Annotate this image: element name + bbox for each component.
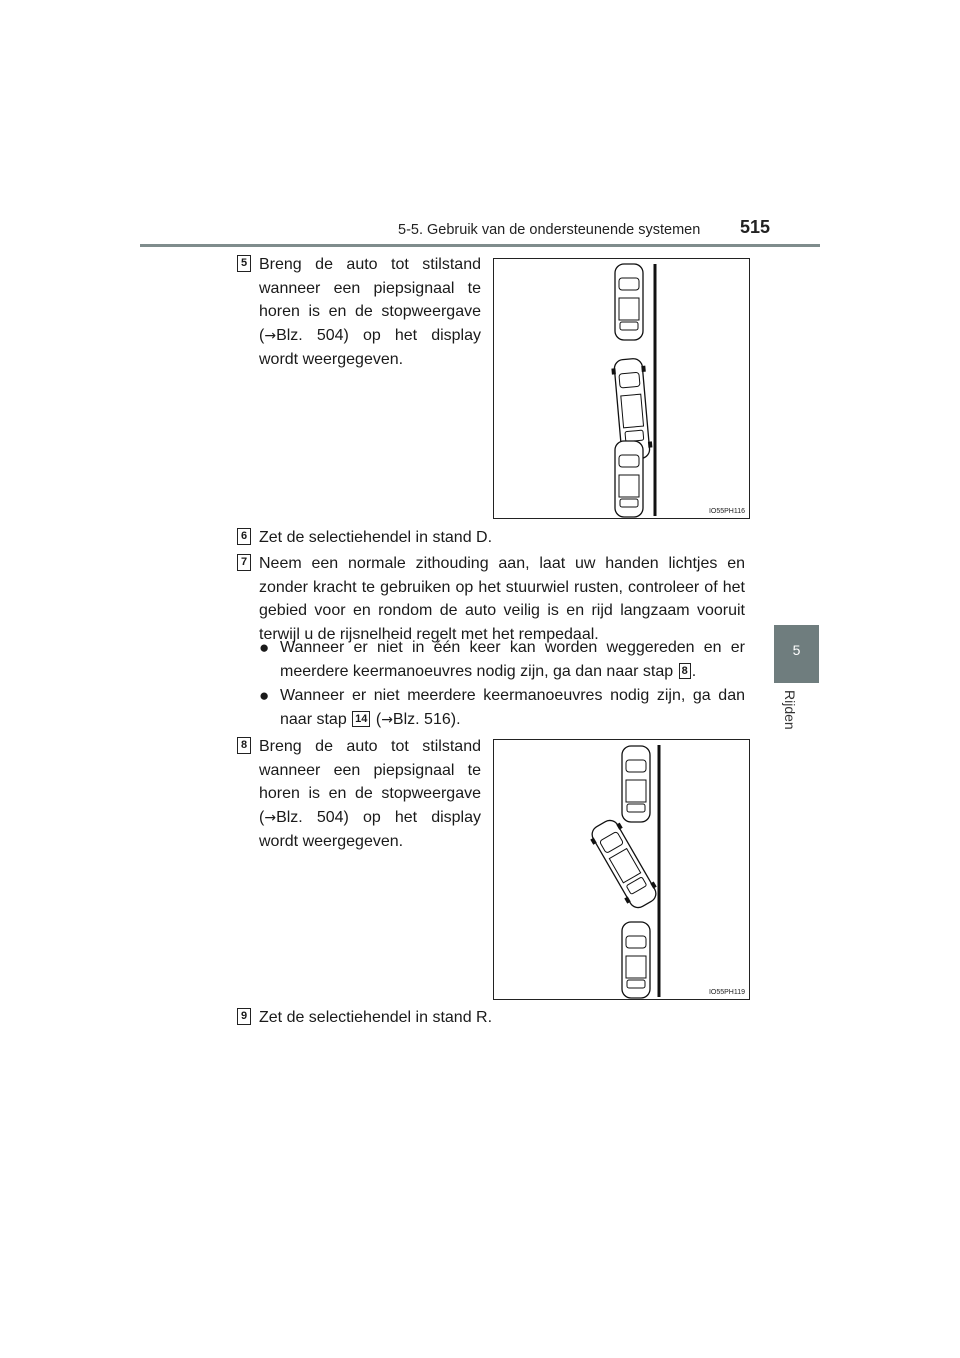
bullet-1-pre: Wanneer er niet in één keer kan worden weggereden en er meerdere keermanoeuvres nodig zijn, ga dan naar stap: [280, 639, 745, 680]
step-number-9: 9: [237, 1008, 251, 1025]
step-number-6: 6: [237, 528, 251, 545]
bullet-icon: ●: [259, 638, 270, 657]
bullet-2-post[interactable]: Blz. 516).: [392, 710, 461, 728]
step-5-text-post: Blz. 504) op het display wordt weergegeven.: [259, 326, 481, 368]
bullet-2-mid: (: [371, 710, 382, 728]
own-car-icon: [586, 816, 661, 913]
step-8-text: [259, 735, 481, 854]
step-number-8: 8: [237, 737, 251, 754]
step-number-7: 7: [237, 554, 251, 571]
bullet-1-text: [280, 636, 745, 683]
arrow-icon: →: [264, 809, 277, 826]
bullet-2-pre: Wanneer er niet meerdere keermanoeuvres nodig zijn, ga dan naar stap: [280, 687, 745, 728]
step-ref-8[interactable]: 8: [679, 663, 691, 679]
parking-diagram-2: [494, 740, 749, 999]
figure-code: IO55PH116: [708, 508, 745, 515]
parking-illustration-2: [493, 739, 750, 1000]
parking-illustration-1: [493, 258, 750, 519]
bullet-1-post: .: [691, 662, 697, 680]
arrow-icon: →: [264, 327, 277, 344]
step-6-text: Zet de selectiehendel in stand D.: [259, 529, 493, 546]
parked-car-rear-icon: [622, 922, 650, 998]
chapter-label-container: [784, 690, 808, 750]
chapter-tab: [774, 625, 819, 683]
header-rule: [140, 244, 820, 247]
page-number: 515: [740, 217, 771, 237]
step-number-5: 5: [237, 255, 251, 272]
parking-diagram-1: [494, 259, 749, 518]
step-9-text: Zet de selectiehendel in stand R.: [259, 1009, 493, 1026]
arrow-icon: →: [381, 711, 393, 728]
chapter-number: 5: [792, 642, 801, 658]
step-5-text-pre: Breng de auto tot stilstand wanneer een piepsignaal te horen is en de stopweergave (: [259, 256, 481, 344]
section-title: 5-5. Gebruik van de ondersteunende systemen: [398, 222, 701, 238]
parked-car-rear-icon: [615, 441, 643, 517]
figure-code: IO55PH119: [708, 989, 745, 996]
chapter-label: Rijden: [782, 690, 798, 730]
bullet-2-text: [280, 684, 745, 732]
bullet-item-1: [259, 636, 745, 683]
step-8-text-post: Blz. 504) op het display wordt weergegeven.: [259, 808, 481, 850]
bullet-item-2: [259, 684, 745, 732]
bullet-icon: ●: [259, 686, 270, 705]
parked-car-front-icon: [615, 264, 643, 340]
step-7-text: Neem een normale zithouding aan, laat uw handen lichtjes en zonder kracht te gebruiken op het stuurwiel rusten, controleer of het gebied voor en rondom de auto veilig is en rijd langzaam vooruit terwijl u de rijsnelheid regelt met het rempedaal.: [259, 555, 745, 643]
parked-car-front-icon: [622, 746, 650, 822]
step-8-text-pre: Breng de auto tot stilstand wanneer een piepsignaal te horen is en de stopweergave (: [259, 738, 481, 826]
step-ref-14[interactable]: 14: [352, 711, 370, 727]
step-5-text: [259, 253, 481, 372]
